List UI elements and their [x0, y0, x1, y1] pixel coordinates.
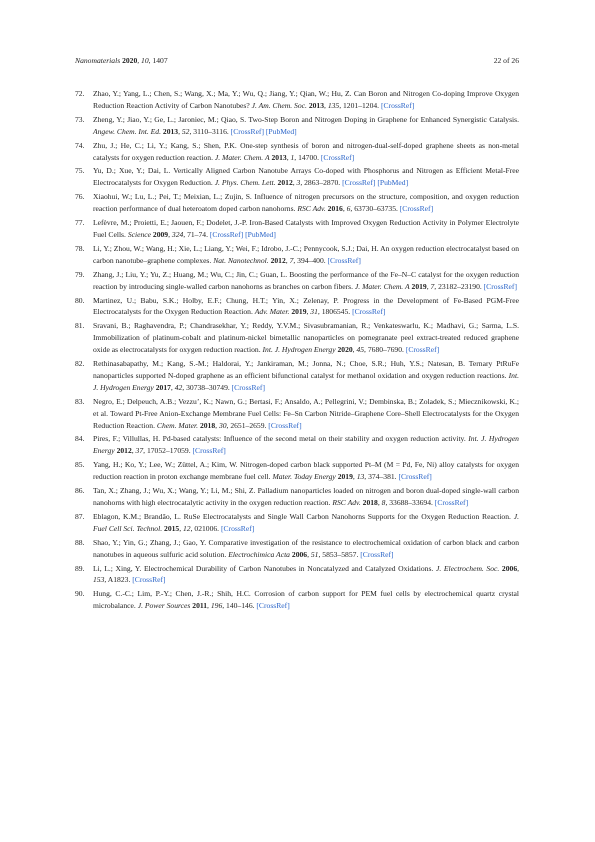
reference-text: Martinez, U.; Babu, S.K.; Holby, E.F.; Chung, H.T.; Yin, X.; Zelenay, P. Progress in the Development of Fe-Based PGM-Free Electrocatalysts for the Oxygen Reduction Reaction.	[93, 295, 519, 317]
reference-text: , 374–381.	[364, 472, 399, 482]
reference-italic-text: J. Power Sources	[137, 601, 191, 611]
reference-italic-text: 45	[356, 345, 365, 355]
reference-year: 2006	[291, 549, 308, 559]
reference-text: , 30738–30749.	[182, 382, 232, 392]
reference-text: ,	[168, 229, 172, 239]
reference-year: 2012	[116, 446, 132, 456]
reference-year: 2016	[327, 204, 343, 214]
reference-text: ,	[131, 446, 136, 456]
reference-text: , 63730–63735.	[350, 204, 400, 214]
reference-item	[75, 588, 519, 612]
reference-italic-text: 153	[93, 575, 105, 585]
reference-item	[75, 396, 519, 432]
crossref-link[interactable]: [CrossRef]	[483, 281, 517, 291]
reference-item	[75, 114, 519, 138]
reference-text: ,	[207, 601, 211, 611]
reference-text: Tan, X.; Zhang, J.; Wu, X.; Wang, Y.; Li, M.; Shi, Z. Palladium nanoparticles loaded on nitrogen and boron dual-doped single-wall carbon nanohorns with high electrocatalytic activity in the oxygen reduction reaction.	[93, 486, 519, 507]
crossref-link[interactable]: [CrossRef]	[230, 126, 264, 136]
reference-item	[75, 320, 519, 356]
reference-item	[75, 511, 519, 535]
reference-number: 74.	[75, 140, 85, 150]
reference-number: 75.	[75, 166, 85, 176]
reference-year: 2019	[337, 472, 353, 482]
reference-item	[75, 537, 519, 561]
reference-italic-text: J. Fuel Cell Sci. Technol.	[93, 511, 519, 533]
reference-text: , 140–146.	[222, 601, 257, 611]
reference-italic-text: Adv. Mater.	[254, 307, 290, 317]
journal-name: Nanomaterials	[75, 56, 121, 65]
reference-text: , 1806545.	[317, 307, 353, 317]
reference-italic-text: Mater. Today Energy	[272, 472, 336, 482]
reference-year: 2009	[152, 229, 169, 239]
reference-text: , A1823.	[104, 575, 133, 585]
reference-text: ,	[517, 563, 520, 573]
reference-italic-text: Int. J. Hydrogen Energy	[93, 434, 519, 456]
reference-year: 2013	[308, 100, 325, 110]
reference-text: Yu, D.; Xue, Y.; Dai, L. Vertically Aligned Carbon Nanotube Arrays Co-doped with Phosphorus and Nitrogen as Efficient Metal-Free Electrocatalysts for Oxygen Reduction.	[93, 166, 519, 188]
reference-italic-text: 42	[174, 382, 183, 392]
reference-italic-text: J. Mater. Chem. A	[354, 281, 410, 291]
reference-item	[75, 165, 519, 189]
journal-citation: Nanomaterials 2020, 10, 1407	[75, 56, 168, 65]
reference-text: Zhu, J.; He, C.; Li, Y.; Kang, S.; Shen, P.K. One-step synthesis of boron and nitrogen-dual-self-doped graphene sheets as non-metal catalysts for oxygen reduction reaction.	[93, 140, 519, 162]
reference-text: , 14700.	[294, 152, 321, 162]
reference-text: , 021006.	[190, 523, 221, 533]
reference-text: ,	[352, 345, 357, 355]
reference-number: 78.	[75, 243, 85, 253]
reference-text: Zhang, J.; Liu, Y.; Yu, Z.; Huang, M.; Wu, C.; Jin, C.; Guan, L. Boosting the performance of the Fe–N–C catalyst for the oxygen reduction reaction by introducing single-walled carbon nanohorns as branches on carbon fibers.	[93, 269, 519, 291]
reference-text: Eblagon, K.M.; Brandão, L. RuSe Electrocatalysts and Single Wall Carbon Nanohorns Supports for the Oxygen Reduction Reaction.	[93, 511, 514, 521]
reference-text: , 7680–7690.	[364, 345, 406, 355]
reference-number: 77.	[75, 218, 85, 228]
reference-number: 72.	[75, 89, 85, 98]
reference-year: 2013	[162, 126, 179, 136]
reference-item	[75, 459, 519, 483]
reference-year: 2019	[411, 281, 427, 291]
reference-italic-text: Electrochimica Acta	[228, 549, 290, 559]
reference-number: 76.	[75, 192, 85, 202]
reference-year: 2018	[199, 420, 216, 430]
crossref-link[interactable]: [CrossRef]	[231, 382, 265, 392]
reference-year: 2013	[271, 152, 287, 162]
crossref-link[interactable]: [CrossRef]	[398, 472, 432, 482]
pubmed-link[interactable]: [PubMed]	[265, 126, 297, 136]
reference-number: 80.	[75, 295, 85, 305]
crossref-link[interactable]: [CrossRef]	[320, 152, 355, 162]
crossref-link[interactable]: [CrossRef]	[380, 100, 415, 110]
reference-text: , 71–74.	[183, 229, 210, 239]
reference-italic-text: 51	[310, 549, 319, 559]
reference-text: Li, L.; Xing, Y. Electrochemical Durability of Carbon Nanotubes in Noncatalyzed and Catalyzed Oxidations.	[93, 563, 436, 573]
reference-text: , 394–400.	[293, 255, 328, 265]
reference-italic-text: 3	[296, 178, 301, 188]
reference-text: ,	[215, 420, 219, 430]
reference-text: ,	[426, 281, 431, 291]
reference-italic-text: 37	[135, 446, 144, 456]
crossref-link[interactable]: [CrossRef]	[405, 345, 440, 355]
reference-text: ,	[170, 382, 175, 392]
reference-italic-text: 12	[183, 523, 191, 533]
reference-text: Lefèvre, M.; Proietti, E.; Jaouen, F.; Dodelet, J.-P. Iron-Based Catalysts with Improved Oxygen Reduction Activity in Polymer Electrolyte Fuel Cells.	[93, 218, 519, 239]
reference-italic-text: RSC Adv.	[332, 498, 361, 507]
reference-item	[75, 563, 519, 587]
reference-text: Negro, E.; Delpeuch, A.B.; Vezzu’, K.; Nawn, G.; Bertasi, F.; Ansaldo, A.; Pellegrini, V.; Dembinska, B.; Zoladek, S.; Miecznikowski, K.; et al. Toward Pt-Free Anion-Exchange Membrane Fuel Cells: Fe–Sn Carbon Nitride–Graphene Core–Shell Electrocatalysts for the Oxygen Reduction Reaction.	[93, 396, 519, 430]
reference-text: , 17052–17059.	[143, 446, 193, 456]
reference-text: ,	[307, 549, 311, 559]
reference-year: 2011	[192, 601, 208, 611]
reference-number: 89.	[75, 563, 85, 573]
reference-year: 2012	[277, 178, 293, 188]
reference-item	[75, 269, 519, 293]
crossref-link[interactable]: [CrossRef]	[220, 523, 255, 533]
crossref-link[interactable]: [CrossRef]	[360, 549, 394, 559]
reference-item	[75, 433, 519, 457]
reference-italic-text: Chem. Mater.	[156, 420, 199, 430]
reference-italic-text: Angew. Chem. Int. Ed.	[93, 126, 161, 136]
reference-italic-text: 196	[210, 601, 223, 611]
reference-italic-text: 13	[356, 472, 365, 482]
reference-number: 79.	[75, 269, 85, 279]
reference-text: ,	[179, 523, 183, 533]
reference-number: 83.	[75, 396, 85, 406]
reference-italic-text: J. Am. Chem. Soc.	[251, 100, 307, 110]
reference-italic-text: 324	[171, 229, 184, 239]
crossref-link[interactable]: [CrossRef]	[256, 601, 290, 611]
reference-text: , 2863–2870.	[300, 178, 343, 188]
journal-volume: 10	[141, 56, 149, 65]
reference-number: 85.	[75, 460, 85, 470]
reference-item	[75, 485, 519, 509]
reference-italic-text: 52	[181, 126, 190, 136]
reference-number: 88.	[75, 537, 85, 547]
reference-text: Pires, F.; Villullas, H. Pd-based catalysts: Influence of the second metal on their stability and oxygen reduction activity.	[93, 434, 469, 444]
reference-text: Sravani, B.; Raghavendra, P.; Chandrasekhar, Y.; Reddy, Y.V.M.; Sivasubramanian, R.; Venkateswarlu, K.; Madhavi, G.; Sarma, L.S. Immobilization of platinum-cobalt and platinum-nickel bimetallic nanoparticles on pomegranate peel extract-treated reduced graphene oxide as electrocatalysts for oxygen reduction reaction.	[93, 321, 519, 355]
reference-year: 2020	[337, 345, 353, 355]
reference-year: 2012	[270, 255, 286, 265]
crossref-link[interactable]: [CrossRef]	[352, 307, 386, 317]
reference-text: ,	[178, 126, 182, 136]
reference-italic-text: RSC Adv.	[297, 204, 326, 214]
reference-italic-text: 135	[327, 100, 340, 110]
reference-italic-text: 7	[289, 255, 294, 265]
reference-text: ,	[352, 472, 357, 482]
reference-text: , 5853–5857.	[318, 549, 361, 559]
reference-italic-text: Int. J. Hydrogen Energy	[262, 345, 336, 355]
reference-text: ,	[286, 152, 291, 162]
reference-italic-text: J. Electrochem. Soc.	[435, 563, 500, 573]
reference-number: 87.	[75, 511, 85, 521]
reference-text: ,	[342, 204, 347, 214]
reference-item	[75, 140, 519, 164]
running-header	[75, 56, 519, 68]
reference-text: , 23182–23190.	[434, 281, 484, 291]
reference-text: Yang, H.; Ko, Y.; Lee, W.; Züttel, A.; Kim, W. Nitrogen-doped carbon black supported Pt–M (M = Pd, Fe, Ni) alloy catalysts for oxygen reduction reaction in proton exchange membrane fuel cell.	[93, 460, 519, 482]
pubmed-link[interactable]: [PubMed]	[245, 229, 276, 239]
reference-year: 2015	[164, 523, 180, 533]
crossref-link[interactable]: [CrossRef]	[132, 575, 166, 585]
reference-number: 90.	[75, 589, 85, 599]
reference-italic-text: 30	[218, 420, 227, 430]
reference-text: ,	[377, 498, 382, 507]
reference-item	[75, 358, 519, 394]
reference-text: ,	[292, 178, 297, 188]
reference-number: 84.	[75, 434, 85, 444]
reference-italic-text: Nat. Nanotechnol.	[213, 255, 269, 265]
reference-number: 81.	[75, 321, 85, 331]
reference-number: 86.	[75, 486, 85, 496]
reference-text: , 3110–3116.	[189, 126, 231, 136]
reference-text: ,	[285, 255, 290, 265]
reference-text: , 33688–33694.	[385, 498, 435, 507]
pubmed-link[interactable]: [PubMed]	[377, 178, 409, 188]
crossref-link[interactable]: [CrossRef]	[342, 178, 376, 188]
crossref-link[interactable]: [CrossRef]	[209, 229, 244, 239]
reference-number: 82.	[75, 359, 85, 369]
reference-italic-text: J. Phys. Chem. Lett.	[214, 178, 276, 188]
crossref-link[interactable]: [CrossRef]	[327, 255, 361, 265]
reference-item	[75, 295, 519, 319]
reference-item	[75, 217, 519, 241]
reference-text: Zheng, Y.; Jiao, Y.; Ge, L.; Jaroniec, M.; Qiao, S. Two-Step Boron and Nitrogen Doping in Graphene for Enhanced Synergistic Catalysis.	[93, 114, 519, 124]
reference-text: Xiaohui, W.; Lu, L.; Pei, T.; Meixian, L.; Zujin, S. Influence of nitrogen precursors on the structure, composition, and oxygen reduction reaction performance of dual heteroatom doped carbon nanohorns.	[93, 192, 519, 214]
reference-text: Zhao, Y.; Yang, L.; Chen, S.; Wang, X.; Ma, Y.; Wu, Q.; Jiang, Y.; Qian, W.; Hu, Z. Can Boron and Nitrogen Co-doping Improve Oxygen Reduction Reaction Activity of Carbon Nanotubes?	[93, 89, 519, 110]
reference-italic-text: Science	[127, 229, 151, 239]
reference-italic-text: 6	[346, 204, 351, 214]
crossref-link[interactable]: [CrossRef]	[268, 420, 302, 430]
reference-text: , 2651–2659.	[226, 420, 269, 430]
reference-italic-text: 1	[290, 152, 295, 162]
article-number: , 1407	[148, 56, 168, 65]
reference-text: Rethinasabapathy, M.; Kang, S.-M.; Haldorai, Y.; Jankiraman, M.; Jonna, N.; Choe, S.R.; Huh, Y.S.; Natesan, B. Ternary PtRuFe nanoparticles supported N-doped graphene as an efficient bifunctional catalyst for methanol oxidation and oxygen reduction reactions.	[93, 359, 519, 380]
reference-number: 73.	[75, 114, 85, 124]
reference-year: 2019	[291, 307, 307, 317]
reference-text: Li, Y.; Zhou, W.; Wang, H.; Xie, L.; Liang, Y.; Wei, F.; Idrobo, J.-C.; Pennycook, S.J.; Dai, H. An oxygen reduction electrocatalyst based on carbon nanotube–graphene complexes.	[93, 243, 519, 265]
reference-year: 2017	[155, 382, 171, 392]
crossref-link[interactable]: [CrossRef]	[192, 446, 226, 456]
reference-year: 2006	[501, 563, 518, 573]
reference-text: Hung, C.-C.; Lim, P.-Y.; Chen, J.-R.; Shih, H.C. Corrosion of carbon support for PEM fuel cells by electrochemical quartz crystal microbalance.	[93, 589, 519, 611]
page-number: 22 of 26	[493, 56, 519, 65]
reference-year: 2018	[362, 498, 378, 507]
reference-italic-text: 8	[381, 498, 386, 507]
reference-text: ,	[306, 307, 311, 317]
reference-item	[75, 191, 519, 215]
reference-italic-text: J. Mater. Chem. A	[214, 152, 270, 162]
reference-italic-text: 7	[430, 281, 435, 291]
reference-item	[75, 88, 519, 112]
crossref-link[interactable]: [CrossRef]	[434, 498, 469, 507]
crossref-link[interactable]: [CrossRef]	[399, 204, 434, 214]
reference-italic-text: Int. J. Hydrogen Energy	[93, 370, 519, 392]
reference-italic-text: 31	[310, 307, 318, 317]
reference-text: , 1201–1204.	[339, 100, 381, 110]
reference-list	[75, 88, 519, 614]
reference-item	[75, 243, 519, 267]
reference-text: ,	[324, 100, 328, 110]
reference-text: Shao, Y.; Yin, G.; Zhang, J.; Gao, Y. Comparative investigation of the resistance to electrochemical oxidation of carbon black and carbon nanotubes in aqueous sulfuric acid solution.	[93, 537, 519, 559]
journal-year: 2020	[122, 56, 138, 65]
